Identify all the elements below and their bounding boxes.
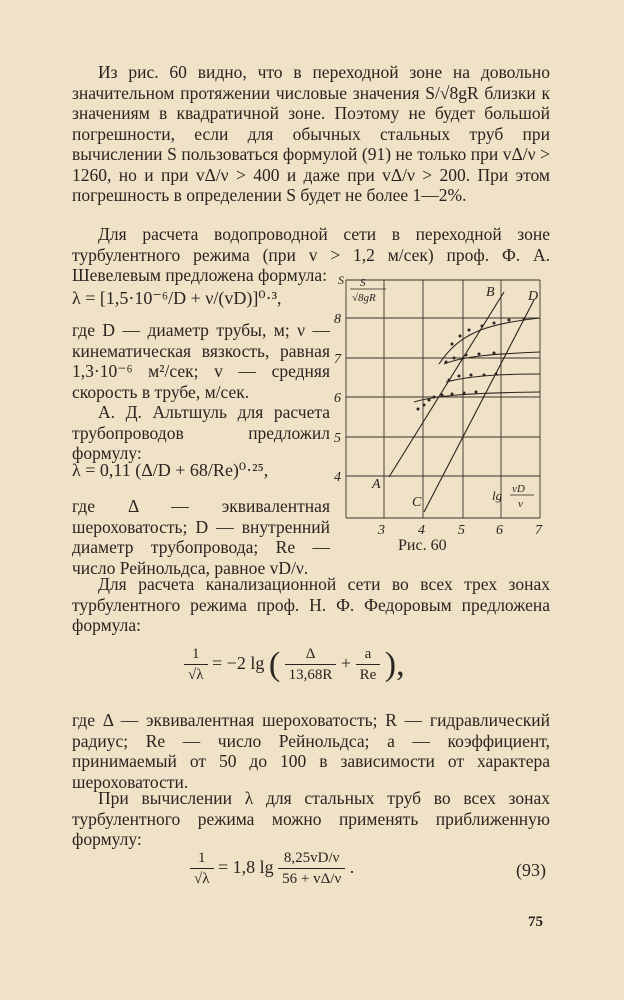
y-axis-letter: S: [338, 273, 344, 287]
curve-label-C: C: [412, 495, 422, 510]
approx-end: .: [349, 857, 355, 878]
fedorov-d2: Re: [359, 667, 377, 683]
x-tick-3: 3: [378, 523, 385, 538]
x-axis-label-lg: lg: [492, 488, 503, 503]
x-tick-4: 4: [418, 523, 425, 538]
fedorov-left-fraction: [184, 646, 208, 684]
paragraph-5: где Δ — эквивалентная шероховатость; D — внутренний диаметр трубопровода; Re — число Рейнольдса, равное vD/ν.: [72, 496, 330, 578]
figure-points: [417, 318, 526, 411]
figure-curves: [389, 292, 540, 512]
fedorov-plus: +: [340, 653, 352, 674]
y-tick-4: 4: [334, 470, 341, 485]
equation-number: (93): [516, 860, 546, 880]
paragraph-4: А. Д. Альтшуль для расчета трубопроводов предложил формулу:: [72, 402, 330, 463]
x-tick-6: 6: [496, 523, 503, 538]
y-tick-5: 5: [334, 431, 341, 446]
curve-label-A: A: [372, 477, 381, 492]
approx-mid: = 1,8 lg: [218, 857, 274, 878]
curve-label-D: D: [528, 289, 539, 304]
fedorov-n1: Δ: [285, 646, 337, 665]
formula-93: [190, 850, 354, 888]
fedorov-left-num: 1: [184, 646, 208, 665]
fedorov-n2: a: [356, 646, 381, 665]
fedorov-open-paren: (: [268, 646, 281, 683]
approx-left-den: √λ: [194, 871, 210, 887]
paragraph-2: Для расчета водопроводной сети в переходной зоне турбулентного режима (при v > 1,2 м/сек) проф. Ф. А. Шевелевым предложена формула:: [72, 224, 550, 285]
x-axis-label-den: ν: [518, 498, 523, 510]
formula-shevelev: λ = [1,5·10⁻⁶/D + ν/(vD)]⁰·³,: [72, 288, 282, 308]
x-axis-label-num: vD: [512, 483, 525, 495]
x-tick-5: 5: [458, 523, 465, 538]
approx-num: 8,25vD/ν: [278, 850, 345, 869]
fedorov-frac-1: [285, 646, 337, 684]
fedorov-left-den: √λ: [188, 667, 204, 683]
page-number: 75: [528, 914, 543, 930]
paragraph-8: При вычислении λ для стальных труб во всех зонах турбулентного режима можно применять приближенную формулу:: [72, 788, 550, 849]
paragraph-6: Для расчета канализационной сети во всех трех зонах турбулентного режима проф. Н. Ф. Федоровым предложена формула:: [72, 574, 550, 635]
formula-altshul: λ = 0,11 (Δ/D + 68/Re)⁰·²⁵,: [72, 460, 269, 480]
line-A-B: [389, 292, 504, 477]
x-tick-7: 7: [535, 523, 542, 538]
fedorov-frac-2: [356, 646, 381, 684]
paragraph-1: Из рис. 60 видно, что в переходной зоне на довольно значительном протяжении числовые значения S/√8gR близки к значениям в квадратичной зоне. Поэтому не будет большой погрешности, если для обычных стальных труб при вычислении S пользоваться формулой (91) не только при vΔ/ν > 1260, но и при vΔ/ν > 400 и даже при vΔ/ν > 200. При этом погрешность в определении S будет не более 1—2%.: [72, 62, 550, 205]
approx-left-fraction: [190, 850, 214, 888]
fedorov-close-paren: ),: [384, 646, 405, 683]
approx-left-num: 1: [190, 850, 214, 869]
y-tick-8: 8: [334, 312, 341, 327]
formula-fedorov: [184, 646, 405, 684]
y-axis-label-den: √8gR: [352, 292, 376, 304]
y-tick-6: 6: [334, 391, 341, 406]
curve-label-B: B: [486, 285, 495, 300]
y-axis-label-num: S: [360, 277, 366, 289]
fedorov-d1: 13,68R: [288, 667, 333, 683]
approx-den: 56 + vΔ/ν: [282, 871, 342, 887]
paragraph-7: где Δ — эквивалентная шероховатость; R — гидравлический радиус; Re — число Рейнольдса; a — коэффициент, принимаемый от 50 до 100 в зависимости от характера шероховатости.: [72, 710, 550, 792]
figure-caption: Рис. 60: [398, 537, 447, 554]
fedorov-mid: = −2 lg: [212, 653, 265, 674]
y-tick-7: 7: [334, 352, 341, 367]
approx-fraction: [278, 850, 345, 888]
figure-60: [334, 272, 554, 542]
paragraph-3: где D — диаметр трубы, м; ν — кинематическая вязкость, равная 1,3·10⁻⁶ м²/сек; v — средняя скорость в трубе, м/сек.: [72, 320, 330, 402]
